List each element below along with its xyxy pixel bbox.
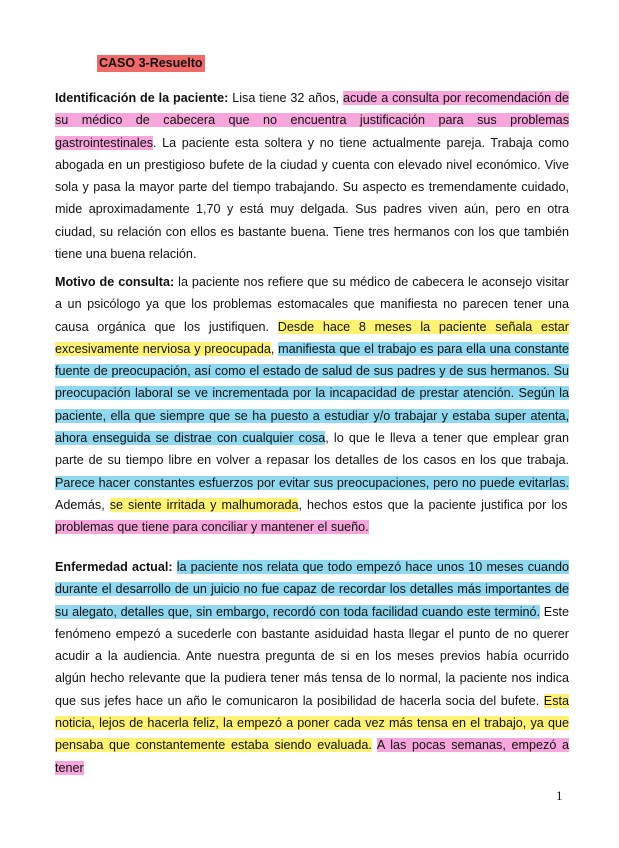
- current-illness-header: Enfermedad actual:: [55, 560, 173, 574]
- highlight-yellow: se siente irritada y malhumorada: [109, 497, 299, 512]
- case-title: CASO 3-Resuelto: [99, 56, 203, 70]
- highlight-pink: acude a consulta por recomendación de su médico de cabecera que no encuentra justificación para sus problemas gastrointestinales: [55, 91, 569, 150]
- identification-header: Identificación de la paciente:: [55, 91, 229, 105]
- text-span: , lo que le lleva a tener que emplear gran parte de su tiempo libre en volver a repasar los detalles de los casos en los que trabaja.: [55, 431, 569, 468]
- highlight-pink: A las pocas semanas, empezó a tener: [55, 738, 569, 775]
- highlight-cyan: manifiesta que el trabajo es para ella una constante fuente de preocupación, así como el estado de salud de sus padres y de sus hermanos. Su preocupación laboral se ve incrementada por la incapacidad de prestar atención. Según la paciente, ella que siempre que se ha puesto a estudiar y/o trabajar y estaba super atenta, ahora enseguida se distrae con cualquier cosa: [55, 341, 570, 446]
- text-span: ,: [270, 341, 279, 356]
- text-span: , hechos estos que la paciente justifica por los: [298, 497, 568, 512]
- highlight-cyan: Parece hacer constantes esfuerzos por evitar sus preocupaciones, pero no puede evitarlas.: [55, 475, 569, 490]
- paragraph-identification: [55, 87, 569, 265]
- text-span: . La paciente esta soltera y no tiene actualmente pareja. Trabaja como abogada en un prestigioso bufete de la ciudad y cuenta con elevado nivel económico. Vive sola y pasa la mayor parte del tiempo trabajando. Su aspecto es tremendamente cuidado, mide aproximadamente 1,70 y está muy delgada. Sus padres viven aún, pero en otra ciudad, su relación con ellos es bastante buena. Tiene tres hermanos con los que también tiene una buena relación.: [55, 135, 569, 262]
- text-span: Lisa tiene 32 años,: [228, 91, 343, 105]
- text-span: la paciente nos refiere que su médico de cabecera le aconsejo visitar a un psicólogo ya que los problemas estomacales que manifiesta no parecen tener una causa orgánica que los justifiquen.: [55, 275, 570, 334]
- highlight-yellow: Esta noticia, lejos de hacerla feliz, la empezó a poner cada vez más tensa en el trabajo, ya que pensaba que constantemente estaba siendo evaluada.: [55, 693, 569, 753]
- paragraph-current-illness: [55, 556, 569, 779]
- highlight-yellow: Desde hace 8 meses la paciente señala estar excesivamente nerviosa y preocupada: [55, 319, 569, 356]
- text-span: Además,: [55, 497, 110, 512]
- text-span: Este fenómeno empezó a sucederle con bastante asiduidad hasta llegar el punto de no querer acudir a la audiencia. Ante nuestra pregunta de si en los meses previos había ocurrido algún hecho relevante que la pudiera tener más tensa de lo normal, la paciente nos indica que sus jefes hace un año le comunicaron la posibilidad de hacerla socia del bufete.: [55, 604, 569, 708]
- paragraph-reason: [55, 271, 569, 539]
- highlight-cyan: la paciente nos relata que todo empezó hace unos 10 meses cuando durante el desarrollo de un juicio no fue capaz de recordar los detalles más importantes de su alegato, detalles que, sin embargo, recordó con toda facilidad cuando este terminó.: [55, 560, 570, 619]
- page-number: 1: [556, 788, 563, 803]
- highlight-pink: problemas que tiene para conciliar y mantener el sueño.: [55, 520, 369, 535]
- reason-header: Motivo de consulta:: [55, 275, 175, 289]
